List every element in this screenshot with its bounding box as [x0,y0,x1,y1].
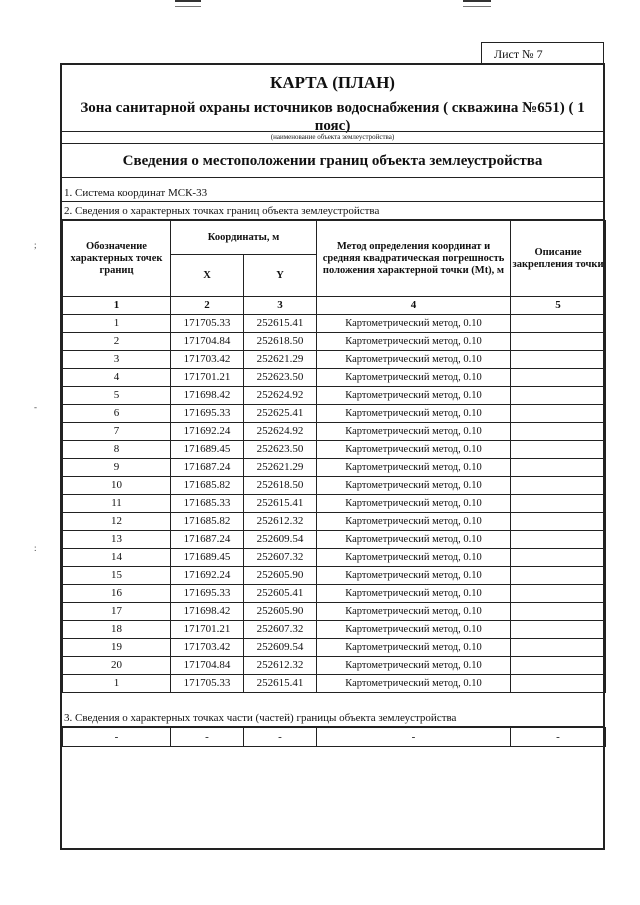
method-cell: Картометрический метод, 0.10 [317,477,511,495]
table-row [63,675,606,693]
table-row [63,333,606,351]
column-numbers-row [63,297,606,315]
method-cell: Картометрический метод, 0.10 [317,441,511,459]
method-cell: Картометрический метод, 0.10 [317,369,511,387]
method-cell: Картометрический метод, 0.10 [317,639,511,657]
column-number: 2 [171,297,244,315]
object-name-caption: (наименование объекта землеустройства) [62,131,603,142]
y-cell: 252615.41 [244,675,317,693]
x-cell: 171704.84 [171,657,244,675]
x-cell: 171689.45 [171,441,244,459]
point-cell: 1 [63,675,171,693]
point-cell: 20 [63,657,171,675]
x-cell: 171685.33 [171,495,244,513]
method-cell: Картометрический метод, 0.10 [317,495,511,513]
description-cell [511,531,606,549]
point-cell: 15 [63,567,171,585]
side-mark: ; [34,240,37,250]
empty-row [63,728,606,747]
table-row [63,351,606,369]
sheet-number: Лист № 7 [494,47,543,61]
method-cell: Картометрический метод, 0.10 [317,567,511,585]
point-cell: 12 [63,513,171,531]
point-cell: 1 [63,315,171,333]
table-row [63,387,606,405]
table-row [63,315,606,333]
table-row [63,603,606,621]
x-cell: 171695.33 [171,585,244,603]
description-cell [511,621,606,639]
x-cell: 171685.82 [171,513,244,531]
y-cell: 252615.41 [244,495,317,513]
x-cell: 171701.21 [171,621,244,639]
description-cell [511,315,606,333]
description-cell [511,585,606,603]
description-cell [511,459,606,477]
method-cell: Картометрический метод, 0.10 [317,621,511,639]
title-block [62,65,603,144]
y-cell: 252623.50 [244,441,317,459]
table-row [63,441,606,459]
header-designation: Обозначение характерных точек границ [63,221,171,297]
point-cell: 2 [63,333,171,351]
point-cell: 4 [63,369,171,387]
y-cell: 252618.50 [244,477,317,495]
description-cell [511,675,606,693]
x-cell: 171687.24 [171,459,244,477]
part-points-table [62,727,606,747]
column-number: 5 [511,297,606,315]
x-cell: 171698.42 [171,387,244,405]
header-method: Метод определения координат и средняя квадратическая погрешность положения характерной точки (Mt), м [317,221,511,297]
description-cell [511,369,606,387]
method-cell: Картометрический метод, 0.10 [317,405,511,423]
method-cell: Картометрический метод, 0.10 [317,585,511,603]
part-points-line: 3. Сведения о характерных точках части (частей) границы объекта землеустройства [62,710,603,727]
y-cell: 252625.41 [244,405,317,423]
point-cell: 9 [63,459,171,477]
method-cell: Картометрический метод, 0.10 [317,315,511,333]
description-cell [511,477,606,495]
point-cell: 16 [63,585,171,603]
table-row [63,477,606,495]
x-cell: 171698.42 [171,603,244,621]
x-cell: 171705.33 [171,675,244,693]
description-cell [511,351,606,369]
method-cell: Картометрический метод, 0.10 [317,387,511,405]
point-cell: 14 [63,549,171,567]
method-cell: Картометрический метод, 0.10 [317,549,511,567]
table-row [63,567,606,585]
method-cell: Картометрический метод, 0.10 [317,657,511,675]
description-cell [511,603,606,621]
point-cell: 6 [63,405,171,423]
description-cell [511,567,606,585]
point-cell: 17 [63,603,171,621]
y-cell: 252607.32 [244,549,317,567]
x-cell: 171703.42 [171,639,244,657]
header-x: X [171,255,244,297]
x-cell: 171689.45 [171,549,244,567]
y-cell: 252612.32 [244,513,317,531]
point-cell: 19 [63,639,171,657]
y-cell: 252605.90 [244,603,317,621]
y-cell: 252618.50 [244,333,317,351]
method-cell: Картометрический метод, 0.10 [317,333,511,351]
description-cell [511,387,606,405]
x-cell: 171703.42 [171,351,244,369]
section-title: Сведения о местоположении границ объекта землеустройства [62,145,603,178]
y-cell: 252612.32 [244,657,317,675]
point-cell: 11 [63,495,171,513]
x-cell: 171701.21 [171,369,244,387]
description-cell [511,657,606,675]
description-cell [511,441,606,459]
object-name: Зона санитарной охраны источников водоснабжения ( скважина №651) ( 1 пояс) [80,100,585,134]
boundary-points-table [62,220,606,693]
method-cell: Картометрический метод, 0.10 [317,513,511,531]
table-row [63,639,606,657]
description-cell [511,423,606,441]
x-cell: 171692.24 [171,567,244,585]
side-mark: - [34,402,37,412]
sheet-number-box [481,42,604,64]
method-cell: Картометрический метод, 0.10 [317,459,511,477]
document-frame [60,63,605,850]
y-cell: 252609.54 [244,639,317,657]
scan-mark-left [175,0,201,7]
y-cell: 252605.90 [244,567,317,585]
x-cell: 171695.33 [171,405,244,423]
point-cell: 5 [63,387,171,405]
description-cell [511,333,606,351]
table-row [63,513,606,531]
table-row [63,495,606,513]
x-cell: 171685.82 [171,477,244,495]
method-cell: Картометрический метод, 0.10 [317,675,511,693]
table-row [63,657,606,675]
empty-cell: - [317,728,511,747]
header-coordinates: Координаты, м [171,221,317,255]
y-cell: 252623.50 [244,369,317,387]
y-cell: 252615.41 [244,315,317,333]
table-row [63,369,606,387]
method-cell: Картометрический метод, 0.10 [317,351,511,369]
table-row [63,585,606,603]
y-cell: 252609.54 [244,531,317,549]
x-cell: 171705.33 [171,315,244,333]
boundary-points-line: 2. Сведения о характерных точках границ объекта землеустройства [62,203,603,220]
point-cell: 8 [63,441,171,459]
x-cell: 171704.84 [171,333,244,351]
description-cell [511,549,606,567]
y-cell: 252624.92 [244,387,317,405]
empty-cell: - [171,728,244,747]
y-cell: 252605.41 [244,585,317,603]
x-cell: 171687.24 [171,531,244,549]
description-cell [511,513,606,531]
description-cell [511,405,606,423]
table-row [63,621,606,639]
y-cell: 252621.29 [244,351,317,369]
method-cell: Картометрический метод, 0.10 [317,603,511,621]
scan-mark-right [463,0,491,7]
table-row [63,531,606,549]
description-cell [511,639,606,657]
point-cell: 3 [63,351,171,369]
empty-cell: - [244,728,317,747]
point-cell: 13 [63,531,171,549]
table-row [63,423,606,441]
coordinate-system-line: 1. Система координат МСК-33 [62,185,603,202]
method-cell: Картометрический метод, 0.10 [317,531,511,549]
side-mark: : [34,543,37,553]
empty-cell: - [63,728,171,747]
header-y: Y [244,255,317,297]
point-cell: 10 [63,477,171,495]
description-cell [511,495,606,513]
x-cell: 171692.24 [171,423,244,441]
empty-cell: - [511,728,606,747]
y-cell: 252607.32 [244,621,317,639]
column-number: 3 [244,297,317,315]
column-number: 1 [63,297,171,315]
table-row [63,405,606,423]
point-cell: 7 [63,423,171,441]
point-cell: 18 [63,621,171,639]
header-description: Описание закрепления точки [511,221,606,297]
table-row [63,459,606,477]
y-cell: 252621.29 [244,459,317,477]
table-row [63,549,606,567]
method-cell: Картометрический метод, 0.10 [317,423,511,441]
column-number: 4 [317,297,511,315]
y-cell: 252624.92 [244,423,317,441]
page-title: КАРТА (ПЛАН) [270,73,395,92]
